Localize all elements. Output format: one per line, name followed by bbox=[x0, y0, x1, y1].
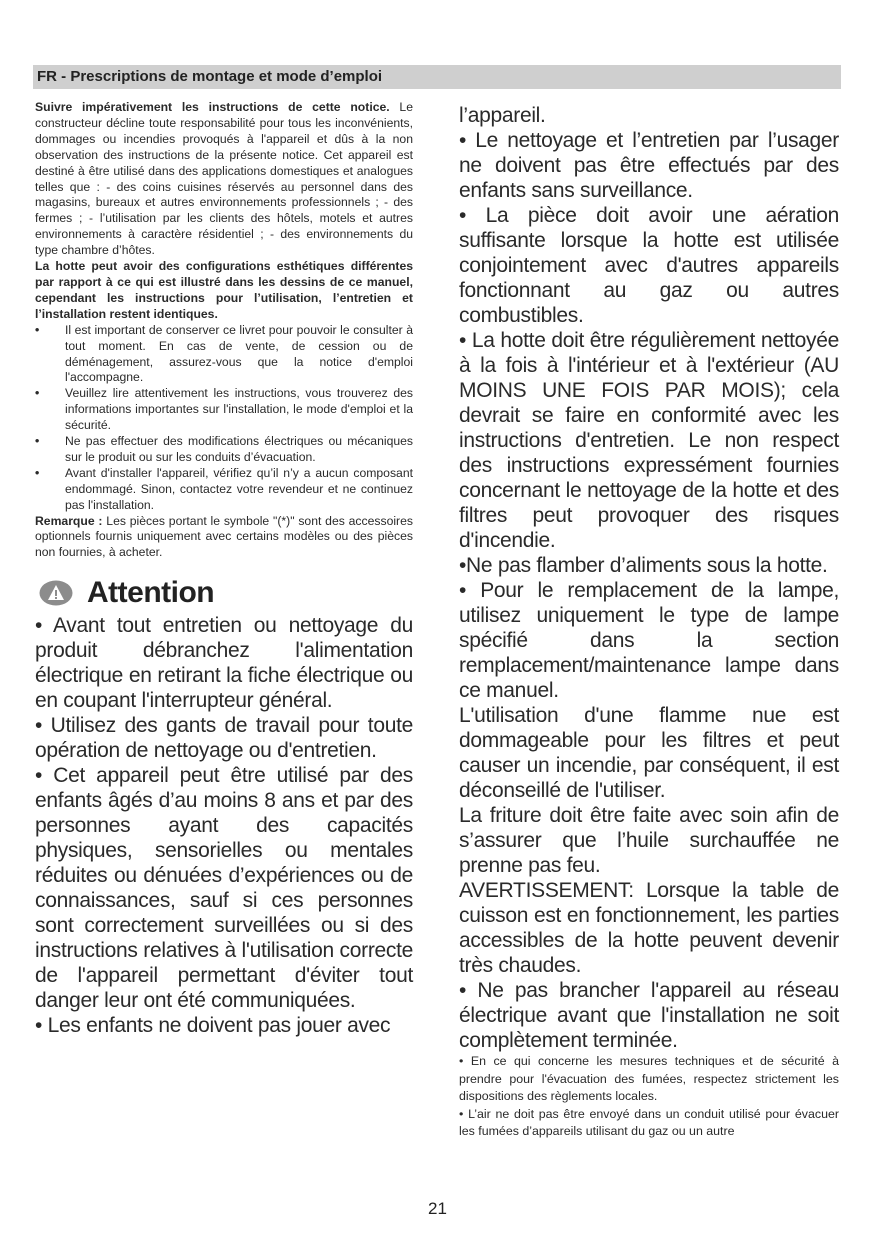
safety-paragraph: • Pour le remplacement de la lampe, utilisez uniquement le type de lampe spécifié dans la section remplacement/maintenance lampe dans ce manuel. bbox=[459, 579, 839, 702]
list-item: • Veuillez lire attentivement les instructions, vous trouverez des informations importantes sur l'installation, le mode d'emploi et la sécurité. bbox=[35, 386, 413, 434]
left-column bbox=[35, 100, 413, 1038]
config-paragraph bbox=[35, 259, 413, 323]
list-item: • Il est important de conserver ce livret pour pouvoir le consulter à tout moment. En cas de vente, de cession ou de déménagement, assurez-vous que la notice d'emploi l'accompagne. bbox=[35, 323, 413, 387]
safety-paragraph: • Ne pas brancher l'appareil au réseau électrique avant que l'installation ne soit complètement terminée. bbox=[459, 979, 839, 1052]
list-item: • Ne pas effectuer des modifications électriques ou mécaniques sur le produit ou sur les conduits d’évacuation. bbox=[35, 434, 413, 466]
list-item: • Avant d'installer l'appareil, vérifiez qu’il n’y a aucun composant endommagé. Sinon, contactez votre revendeur et ne continuez pas l'installation. bbox=[35, 466, 413, 514]
right-column bbox=[459, 103, 839, 1141]
page-number: 21 bbox=[428, 1199, 447, 1218]
intro-text: Le constructeur décline toute responsabilité pour tous les inconvénients, dommages ou incendies provoqués à l'appareil et dûs à la non observation des instructions de la présente notice. Cet appareil est destiné à être utilisé dans des applications domestiques et analogues telles que : - des coins cuisines réservés au personnel dans des magasins, bureaux et autres environnements professionnels ; - des fermes ; - l’utilisation par les clients des hôtels, motels et autres environnements à caractère résidentiel ; - des environnements du type chambre d’hôtes. bbox=[35, 100, 413, 258]
attention-paragraph: • Cet appareil peut être utilisé par des enfants âgés d’au moins 8 ans et par des personnes ayant des capacités physiques, sensorielles ou mentales réduites ou dénuées d’expériences ou de connaissances, sauf si ces personnes sont correctement surveillées ou si des instructions relatives à l'utilisation correcte de l'appareil permettant d'éviter tout danger leur ont été communiquées. bbox=[35, 764, 413, 1013]
attention-paragraph: • Les enfants ne doivent pas jouer avec bbox=[35, 1014, 391, 1038]
small-paragraph: • L’air ne doit pas être envoyé dans un conduit utilisé pour évacuer les fumées d’appareils utilisant du gaz ou un autre bbox=[459, 1106, 839, 1138]
attention-paragraph: • Utilisez des gants de travail pour toute opération de nettoyage ou d'entretien. bbox=[35, 714, 413, 763]
safety-paragraph: • La pièce doit avoir une aération suffisante lorsque la hotte est utilisée conjointement avec d'autres appareils fonctionnant au gaz ou autres combustibles. bbox=[459, 204, 839, 327]
remark-text: Les pièces portant le symbole "(*)" sont des accessoires optionnels fournis uniquement avec certains modèles ou des pièces non fournies, à acheter. bbox=[35, 513, 413, 560]
config-bold: La hotte peut avoir des configurations esthétiques différentes par rapport à ce qui est illustré dans les dessins de ce manuel, cependant les instructions pour l’utilisation, l’entretien et l’installation restent identiques. bbox=[35, 259, 413, 321]
intro-bold: Suivre impérativement les instructions de cette notice. bbox=[35, 100, 390, 114]
warning-paragraph: AVERTISSEMENT: Lorsque la table de cuisson est en fonctionnement, les parties accessibles de la hotte peuvent devenir très chaudes. bbox=[459, 879, 839, 977]
bullet-list bbox=[35, 323, 413, 514]
safety-paragraph: • Le nettoyage et l’entretien par l’usager ne doivent pas être effectués par des enfants sans surveillance. bbox=[459, 129, 839, 202]
small-paragraph: • En ce qui concerne les mesures techniques et de sécurité à prendre pour l'évacuation des fumées, respectez strictement les dispositions des règlements locales. bbox=[459, 1054, 839, 1103]
safety-paragraph: l’appareil. bbox=[459, 104, 546, 127]
attention-paragraph: • Avant tout entretien ou nettoyage du produit débranchez l'alimentation électrique en retirant la fiche électrique ou en coupant l'interrupteur général. bbox=[35, 614, 413, 713]
intro-paragraph bbox=[35, 100, 413, 259]
section-header: FR - Prescriptions de montage et mode d’emploi bbox=[33, 65, 841, 89]
remark-paragraph bbox=[35, 514, 413, 562]
safety-paragraph: L'utilisation d'une flamme nue est dommageable pour les filtres et peut causer un incendie, par conséquent, il est déconseillé de l'utiliser. bbox=[459, 704, 839, 802]
warning-triangle-icon bbox=[39, 580, 73, 606]
remark-bold: Remarque : bbox=[35, 513, 103, 528]
attention-title: Attention bbox=[87, 576, 215, 610]
safety-paragraph: •Ne pas flamber d’aliments sous la hotte. bbox=[459, 554, 828, 577]
attention-heading bbox=[35, 573, 413, 613]
safety-paragraph: • La hotte doit être régulièrement nettoyée à la fois à l'intérieur et à l'extérieur (AU MOINS UNE FOIS PAR MOIS); cela devrait se faire en conformité avec les instructions d'entretien. Le non respect des instructions expressément fournies concernant le nettoyage de la hotte et des filtres peut provoquer des risques d'incendie. bbox=[459, 329, 839, 552]
safety-paragraph: La friture doit être faite avec soin afin de s’assurer que l’huile surchauffée ne prenne pas feu. bbox=[459, 804, 839, 877]
